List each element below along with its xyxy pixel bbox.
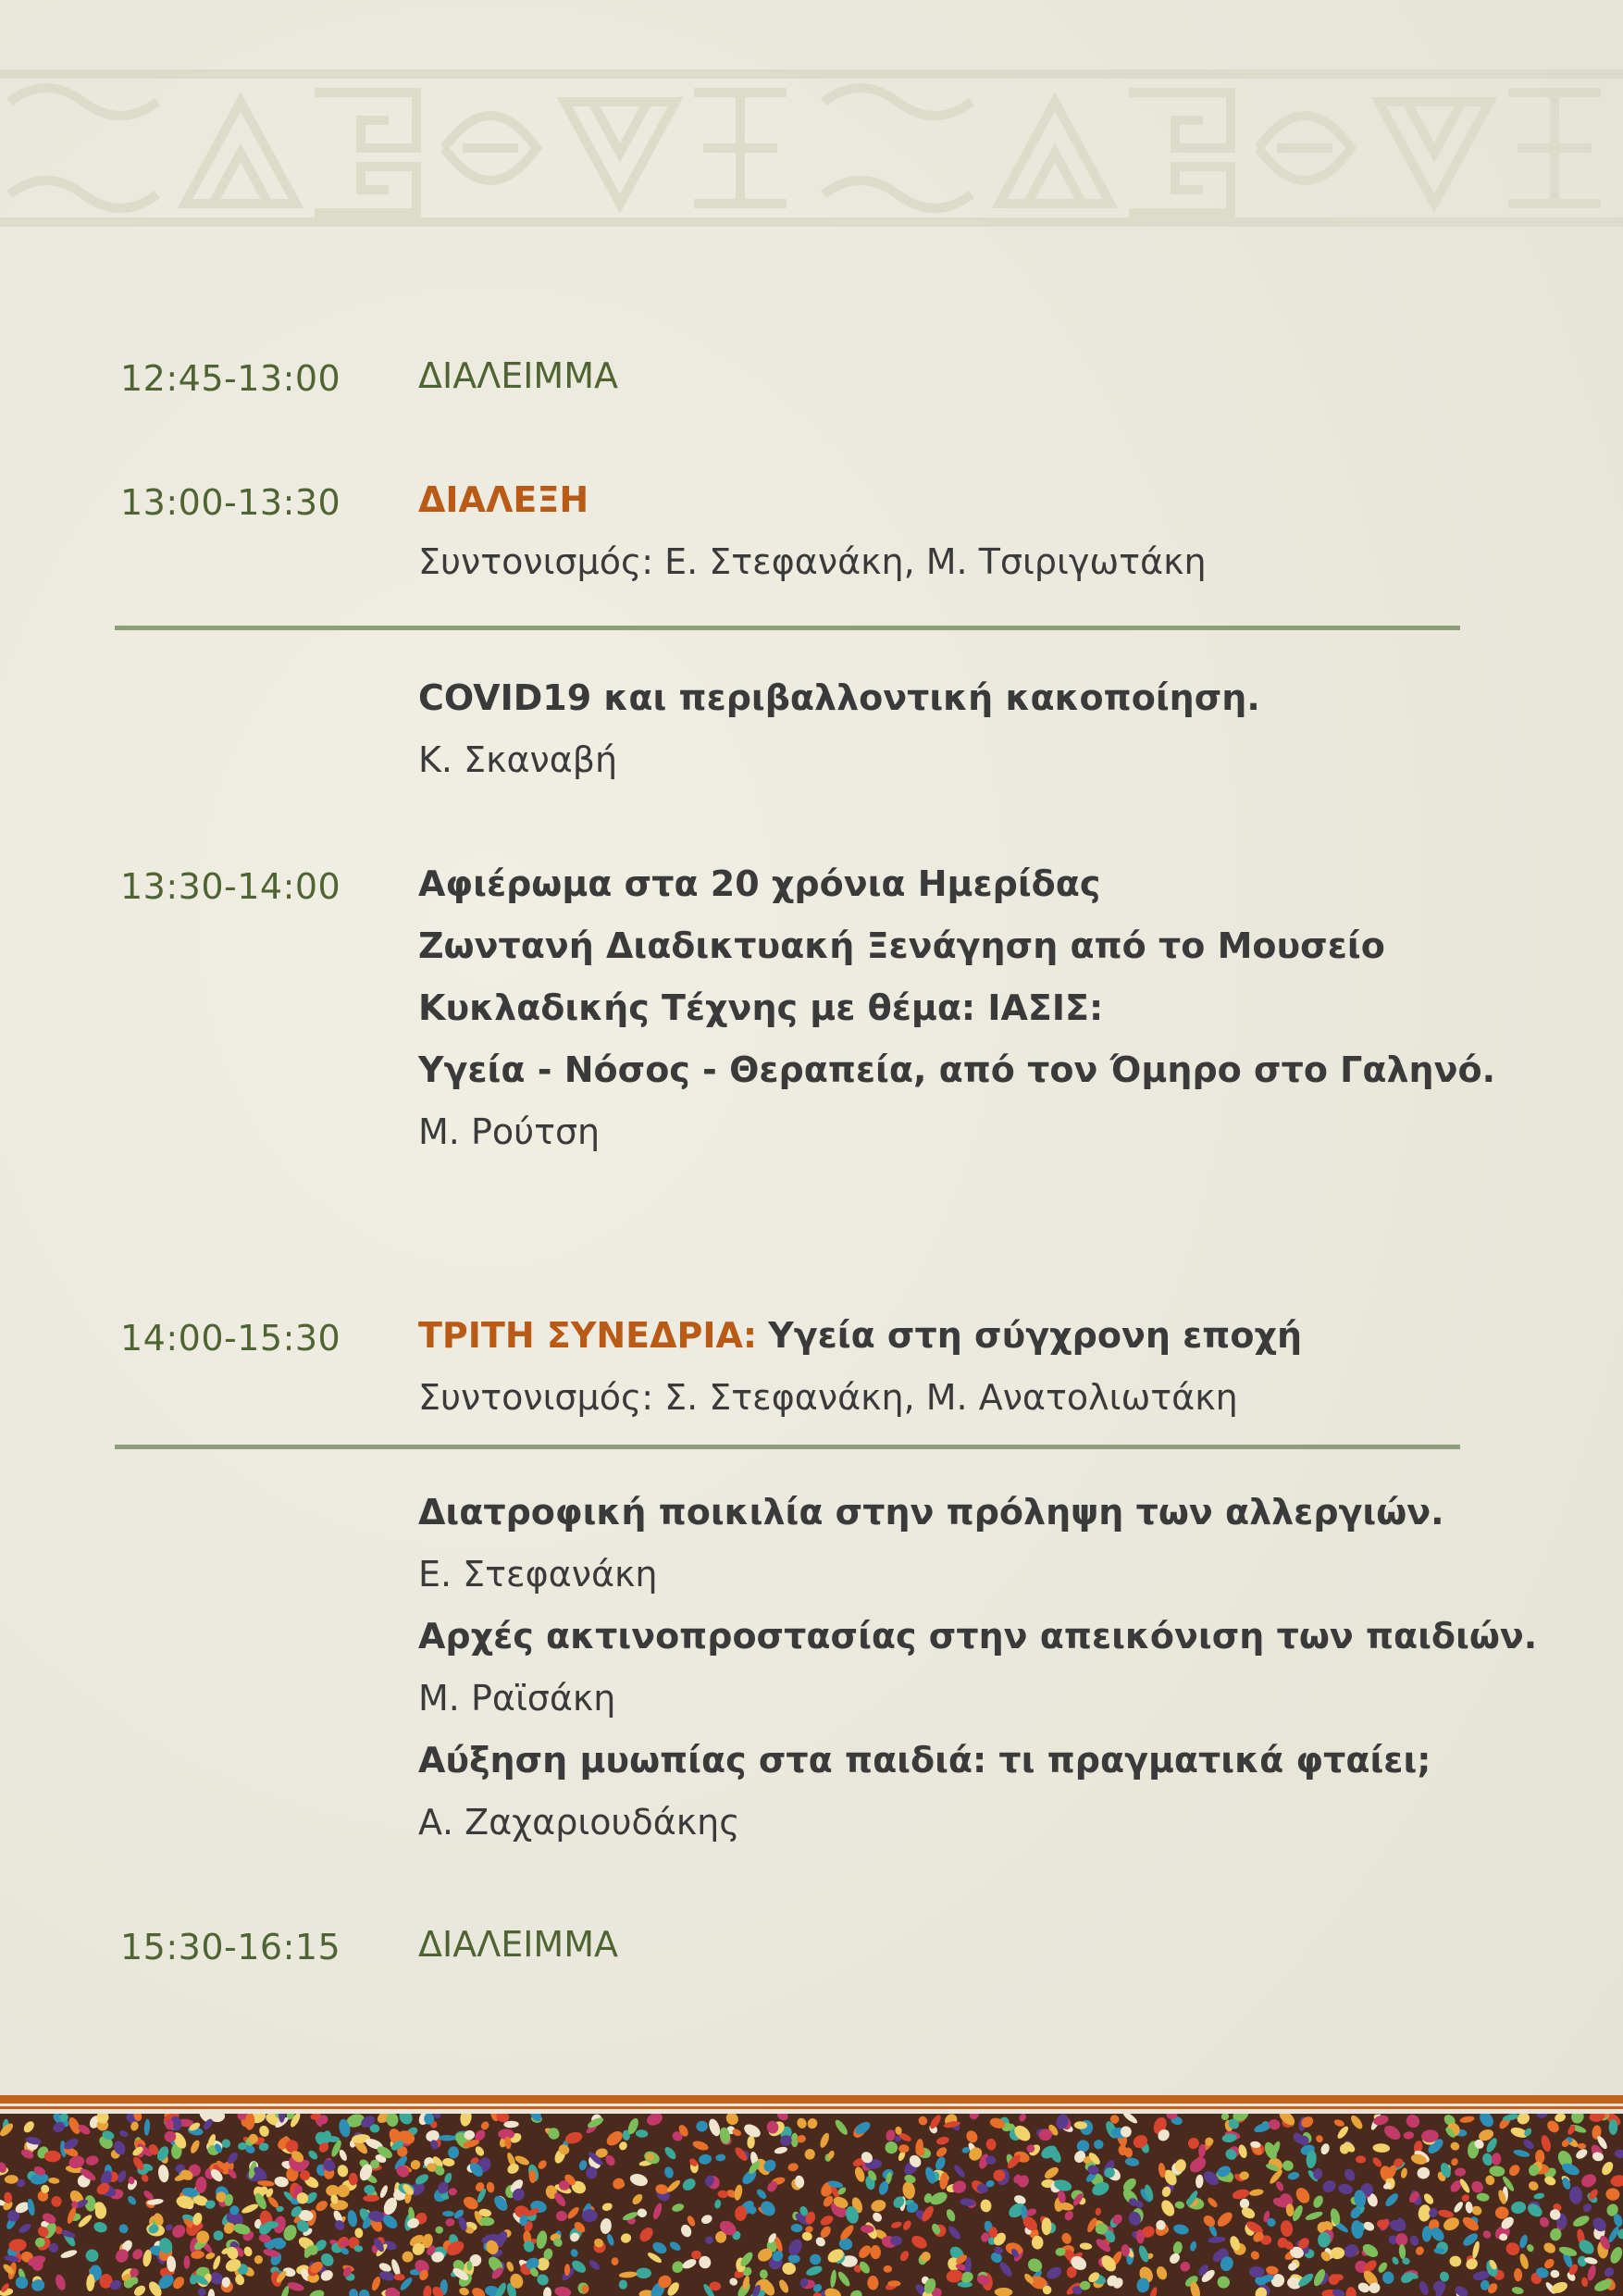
talk-title: Διατροφική ποικιλία στην πρόληψη των αλλεργιών. [418, 1492, 1444, 1533]
talk-title: Αύξηση μυωπίας στα παιδιά: τι πραγματικά φταίει; [418, 1740, 1431, 1781]
talk-speaker: Ε. Στεφανάκη [418, 1554, 658, 1595]
time-label: 12:45-13:00 [120, 358, 341, 399]
break-label: ΔΙΑΛΕΙΜΜΑ [418, 355, 618, 396]
time-label: 13:00-13:30 [120, 482, 341, 523]
tribute-speaker: Μ. Ρούτση [418, 1111, 601, 1152]
section-divider [115, 626, 1460, 630]
session-title: Υγεία στη σύγχρονη εποχή [768, 1315, 1303, 1356]
top-ornament-band [0, 37, 1623, 259]
lecture-title: ΔΙΑΛΕΞΗ [418, 479, 589, 520]
tribute-line: Αφιέρωμα στα 20 χρόνια Ημερίδας [418, 863, 1101, 904]
tribute-line: Υγεία - Νόσος - Θεραπεία, από τον Όμηρο στο Γαληνό. [418, 1049, 1496, 1090]
coordination-text: Συντονισμός: Ε. Στεφανάκη, Μ. Τσιριγωτάκη [418, 541, 1207, 582]
time-label: 14:00-15:30 [120, 1318, 341, 1359]
bottom-orange-rule-thin [0, 2106, 1623, 2109]
talk-speaker: Α. Ζαχαριουδάκης [418, 1802, 740, 1843]
session-label: ΤΡΙΤΗ ΣΥΝΕΔΡΙΑ: [418, 1315, 758, 1356]
bead-mosaic-icon [0, 2114, 1623, 2296]
meander-pattern-icon [0, 37, 1623, 259]
break-label: ΔΙΑΛΕΙΜΜΑ [418, 1924, 618, 1965]
talk-speaker: Μ. Ραϊσάκη [418, 1678, 616, 1719]
section-divider [115, 1445, 1460, 1449]
talk-title: COVID19 και περιβαλλοντική κακοποίηση. [418, 677, 1260, 718]
talk-title: Αρχές ακτινοπροστασίας στην απεικόνιση των παιδιών. [418, 1616, 1538, 1657]
bottom-orange-rule [0, 2095, 1623, 2104]
coordination-text: Συντονισμός: Σ. Στεφανάκη, Μ. Ανατολιωτάκη [418, 1377, 1238, 1418]
time-label: 13:30-14:00 [120, 866, 341, 907]
tribute-line: Ζωντανή Διαδικτυακή Ξενάγηση από το Μουσείο [418, 925, 1385, 966]
time-label: 15:30-16:15 [120, 1927, 341, 1967]
talk-speaker: Κ. Σκαναβή [418, 739, 618, 780]
bottom-mosaic-band [0, 2114, 1623, 2296]
tribute-line: Κυκλαδικής Τέχνης με θέμα: ΙΑΣΙΣ: [418, 987, 1104, 1028]
